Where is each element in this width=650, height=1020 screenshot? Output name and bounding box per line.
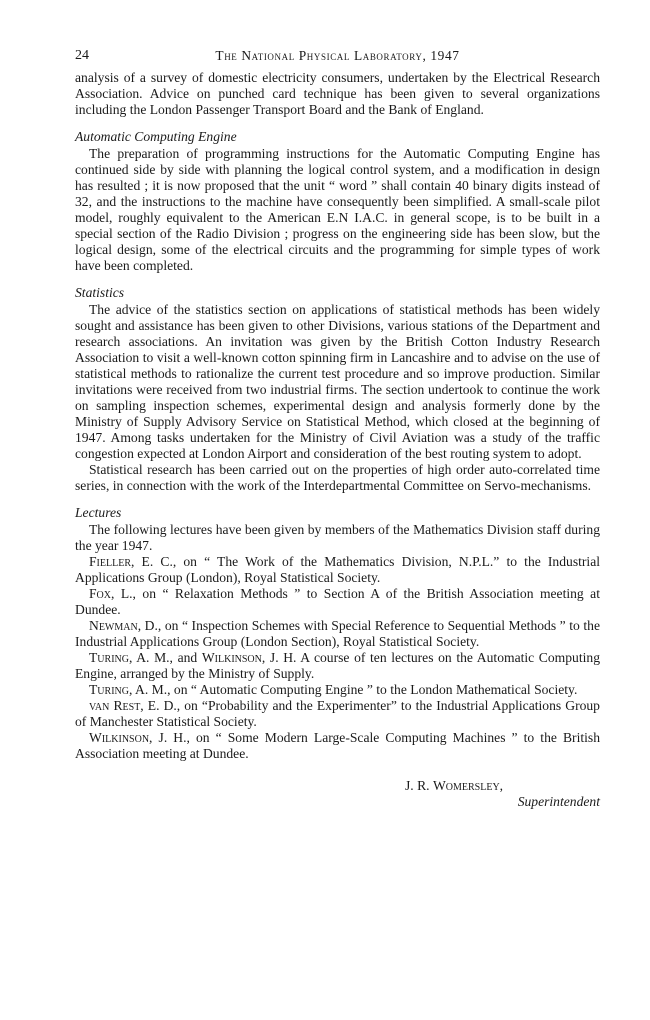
lecture-author: Wilkinson,	[89, 730, 153, 745]
lecture-author: Turing,	[89, 682, 133, 697]
lecture-author: Fieller,	[89, 554, 135, 569]
lecture-item	[75, 682, 600, 698]
lecture-text: E. C., on “ The Work of the Mathematics Division, N.P.L.” to the Industrial Applications Group (London), Royal Statistical Society.	[75, 554, 600, 585]
lecture-item	[75, 554, 600, 586]
lecture-text: A. M., and	[132, 650, 202, 665]
lecture-item	[75, 698, 600, 730]
lecture-text: A. M., on “ Automatic Computing Engine ” to the London Mathematical Society.	[132, 682, 578, 697]
signature-surname: Womersley,	[432, 778, 504, 793]
lecture-text: E. D., on “Probability and the Experimenter” to the Industrial Applications Group of Manchester Statistical Society.	[75, 698, 600, 729]
lecture-author: Newman,	[89, 618, 142, 633]
heading-ace: Automatic Computing Engine	[75, 129, 237, 144]
signature-initials: J. R.	[405, 778, 433, 793]
statistics-paragraph-2: Statistical research has been carried out on the properties of high order auto-correlated time series, in connection with the work of the Interdepartmental Committee on Servo-mechanisms.	[75, 462, 600, 493]
heading-lectures: Lectures	[75, 505, 122, 520]
document-page	[75, 48, 600, 814]
ace-paragraph: The preparation of programming instructions for the Automatic Computing Engine has continued side by side with planning the logical control system, and a modification in design has resulted ; it is now proposed that the unit “ word ” shall contain 40 binary digits instead of 32, and the instructions to the machine have consequently been simplified. A small-scale pilot model, roughly equivalent to the American E.N I.A.C. in general scope, is to be built in a special section of the Radio Division ; progress on the engineering side has been slow, but the logical design, some of the electrical circuits and the programming for simple types of work have been completed.	[75, 146, 600, 273]
signature-block	[75, 778, 600, 814]
running-title: The National Physical Laboratory, 1947	[215, 48, 460, 63]
lecture-text: L., on “ Relaxation Methods ” to Section A of the British Association meeting at Dundee.	[75, 586, 600, 617]
lecture-item	[75, 730, 600, 762]
signature-title: Superintendent	[517, 794, 600, 809]
statistics-paragraph-1: The advice of the statistics section on applications of statistical methods has been widely sought and assistance has been given to other Divisions, various stations of the Department and research associations. An invitation was given by the British Cotton Industry Research Association to visit a well-known cotton spinning firm in Lancashire and to advise on the use of statistical methods to rationalize the current test procedure and so improve production. Similar invitations were received from two industrial firms. The section undertook to continue the work on sampling inspection schemes, experimental design and analysis formerly done by the Ministry of Supply Advisory Service on Statistical Method, which closed at the beginning of 1947. Among tasks undertaken for the Ministry of Civil Aviation was a study of the traffic congestion expected at London Airport and consideration of the best routing system to adopt.	[75, 302, 600, 461]
lecture-text: D., on “ Inspection Schemes with Special Reference to Sequential Methods ” to the Industrial Applications Group (London Section), Royal Statistical Society.	[75, 618, 600, 649]
lecture-item	[75, 586, 600, 618]
page-number: 24	[75, 48, 89, 63]
lecture-author: Fox,	[89, 586, 115, 601]
lecture-item	[75, 650, 600, 682]
page-header	[75, 48, 600, 70]
heading-statistics: Statistics	[75, 285, 125, 300]
lecture-author: van Rest,	[89, 698, 144, 713]
intro-paragraph: analysis of a survey of domestic electricity consumers, undertaken by the Electrical Research Association. Advice on punched card technique has been given to several organizations including the London Passenger Transport Board and the Bank of England.	[75, 70, 600, 117]
signature-name	[405, 778, 503, 794]
lecture-author-2: Wilkinson,	[201, 650, 266, 665]
lecture-author: Turing,	[89, 650, 133, 665]
lecture-item	[75, 618, 600, 650]
lecture-text-2: J. H. A course of ten lectures on the Automatic Computing Engine, arranged by the Ministry of Supply.	[75, 650, 600, 681]
lecture-text: J. H., on “ Some Modern Large-Scale Computing Machines ” to the British Association meeting at Dundee.	[75, 730, 600, 761]
lectures-intro: The following lectures have been given by members of the Mathematics Division staff during the year 1947.	[75, 522, 600, 553]
